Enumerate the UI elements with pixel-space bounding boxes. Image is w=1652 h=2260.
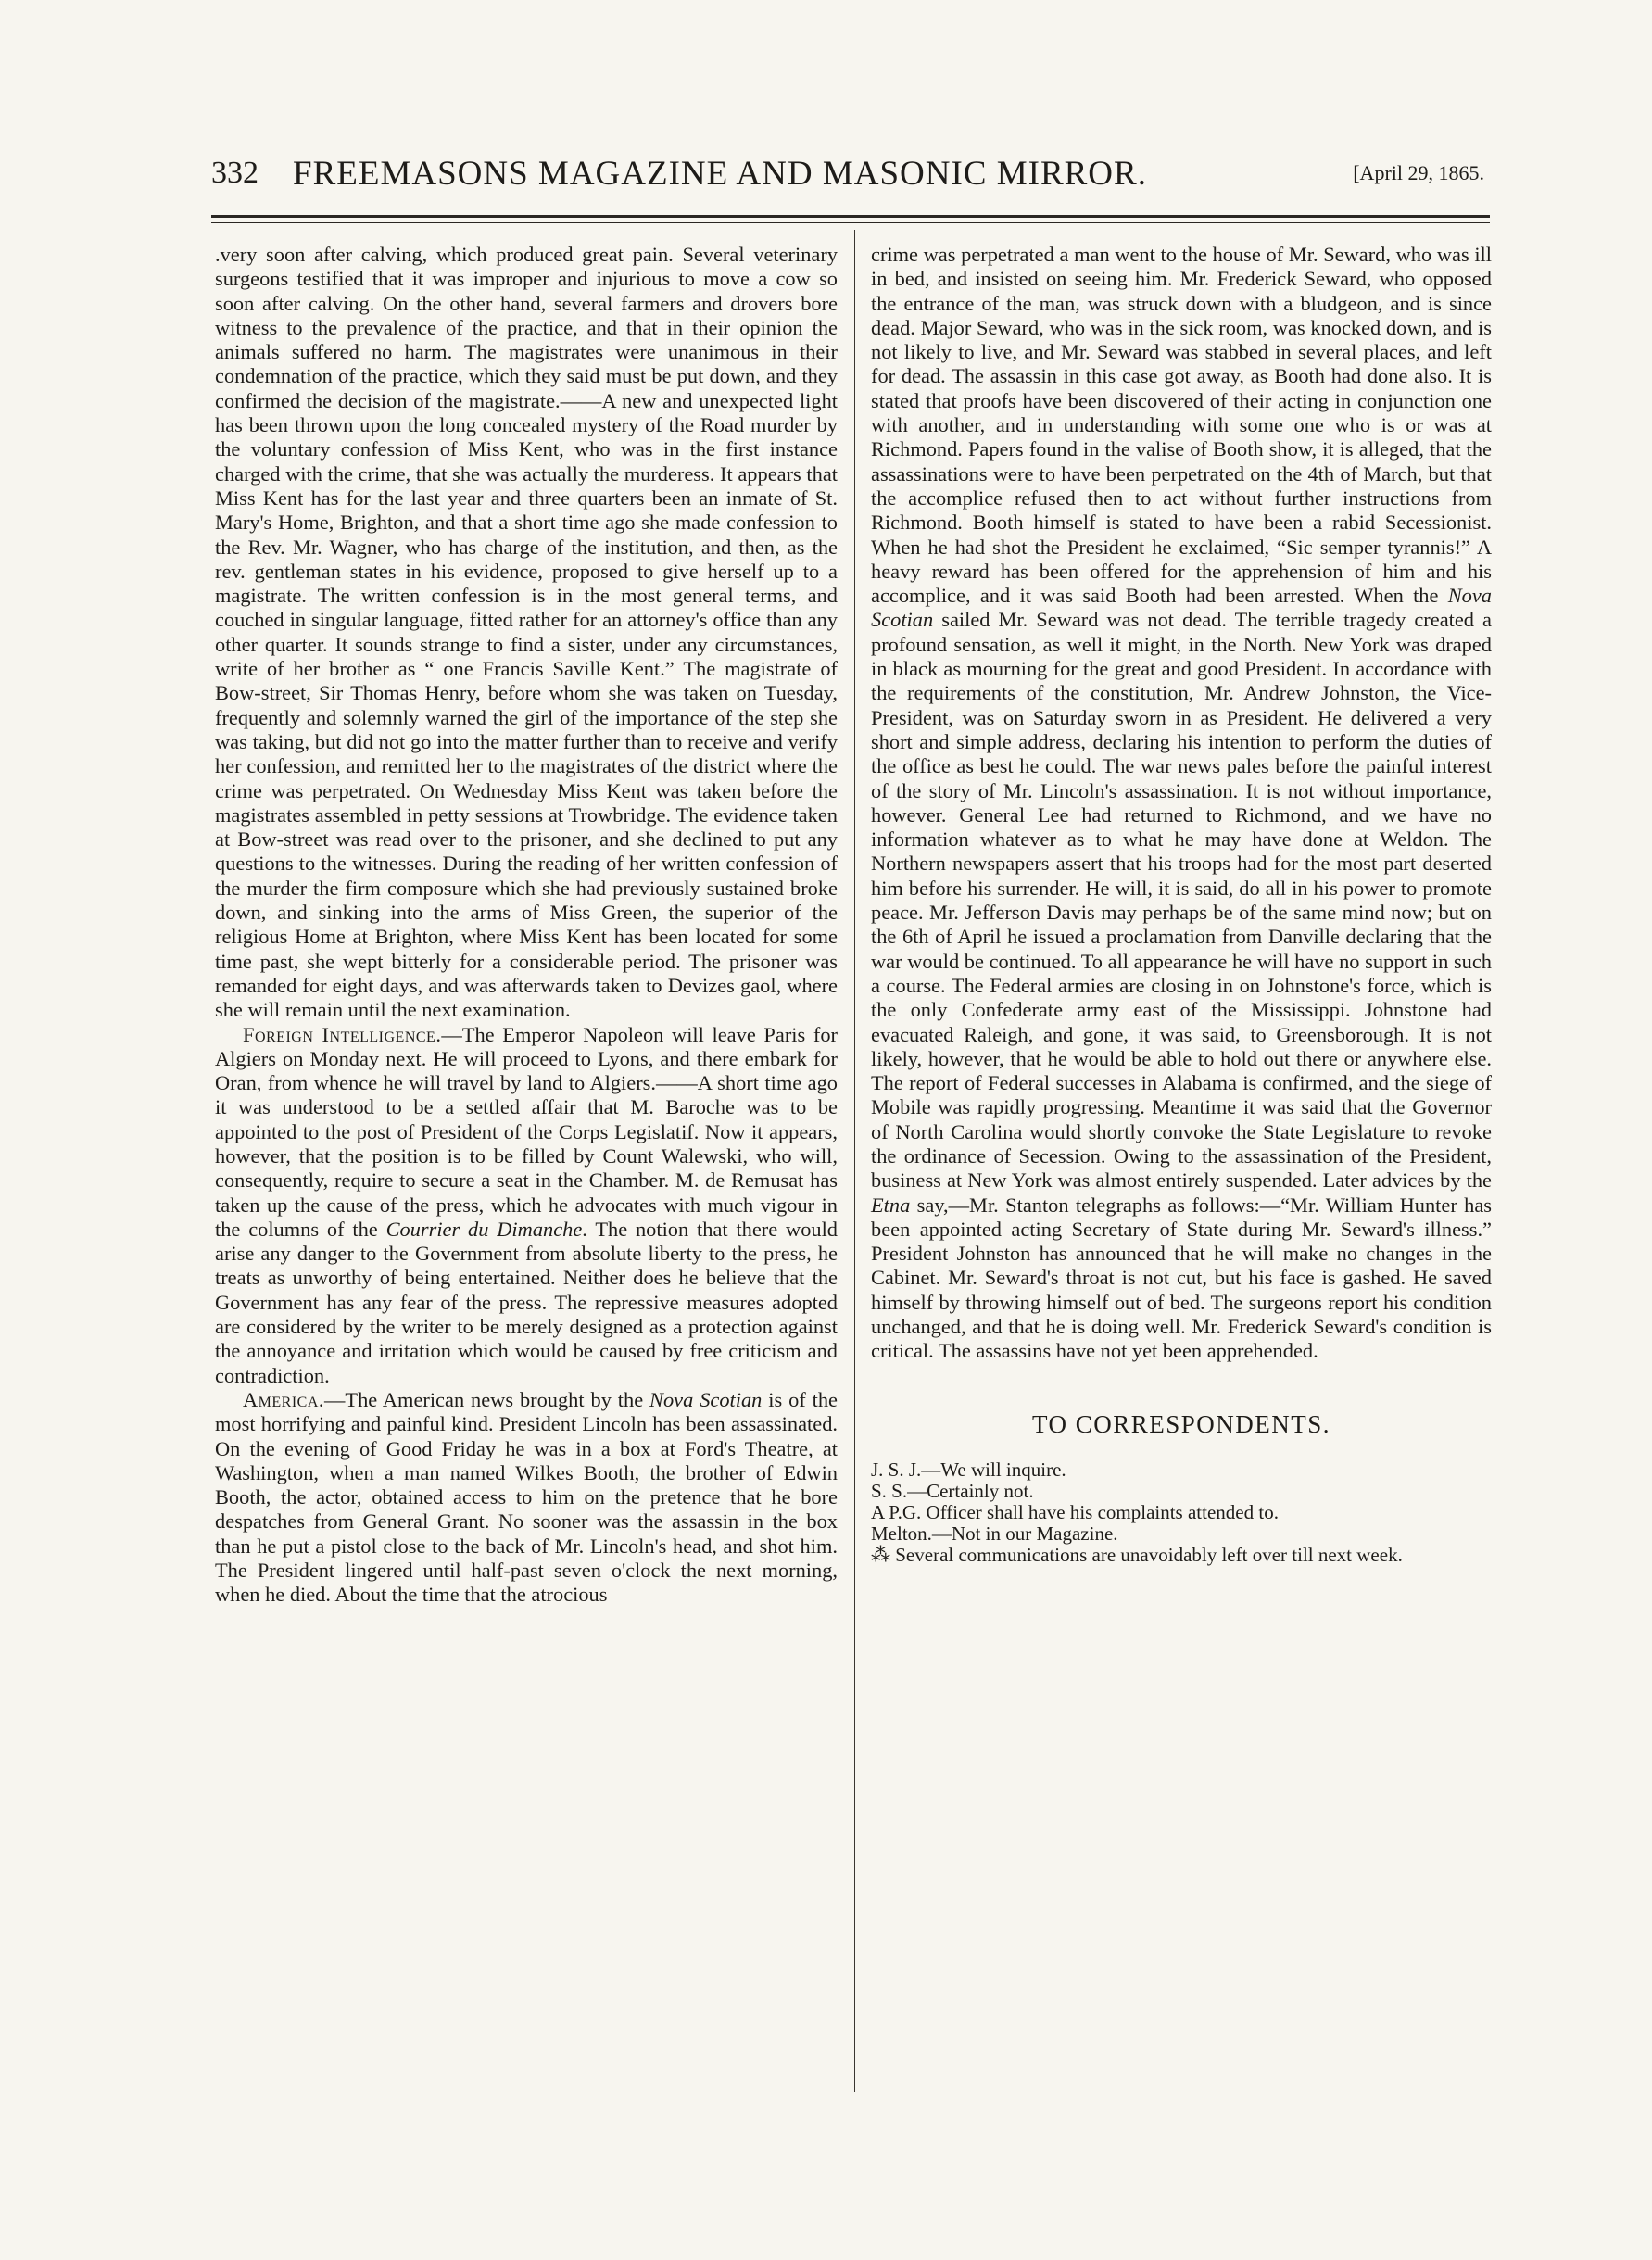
- header-rule-thin: [211, 222, 1490, 223]
- section-heading-foreign: Foreign Intelligence.: [243, 1022, 442, 1046]
- left-column: [215, 243, 838, 1608]
- correspondent-note: J. S. J.—We will inquire.: [871, 1458, 1066, 1481]
- article-paragraph-america-continued: [871, 243, 1492, 1364]
- ship-name-nova-scotian-2: Nova Scotian: [871, 584, 1492, 632]
- article-paragraph-road-murder: .very soon after calving, which produced great pain. Several veterinary surgeons testified that it was improper and injurious to move a cow so soon after calving. On the other hand, several farmers and drovers bore witness to the prevalence of the practice, and that in their opinion the animals suffered no harm. The magistrates were unanimous in their condemnation of the practice, which they said must be put down, and they confirmed the decision of the magistrate.——A new and unexpected light has been thrown upon the long concealed mystery of the Road murder by the voluntary confession of Miss Kent, who was in the first instance charged with the crime, that she was actually the murderess. It appears that Miss Kent has for the last year and three quarters been an inmate of St. Mary's Home, Brighton, and that a short time ago she made confession to the Rev. Mr. Wagner, who has charge of the institution, and then, as the rev. gentleman states in his evidence, proposed to give herself up to a magistrate. The written confession is in the most general terms, and couched in singular language, fitted rather for an attorney's office than any other quarter. It sounds strange to find a sister, under any circumstances, write of her brother as “ one Francis Saville Kent.” The magistrate of Bow-street, Sir Thomas Henry, before whom she was taken on Tuesday, frequently and solemnly warned the girl of the importance of the step she was taking, but did not go into the matter further than to receive and verify her confession, and remitted her to the magistrates of the district where the crime was perpetrated. On Wednesday Miss Kent was taken before the magistrates assembled in petty sessions at Trowbridge. The evidence taken at Bow-street was read over to the prisoner, and she declined to put any questions to the witnesses. During the reading of her written confession of the murder the firm composure which she had previously sustained broke down, and sinking into the arms of Miss Green, the superior of the religious Home at Brighton, where Miss Kent has been located for some time past, she wept bitterly for a considerable period. The prisoner was remanded for eight days, and was afterwards taken to Devizes gaol, where she will remain until the next examination.: [215, 243, 838, 1022]
- america-cont-a: crime was perpetrated a man went to the house of Mr. Seward, who was ill in bed, and insisted on seeing him. Mr. Frederick Seward, who opposed the entrance of the man, was struck down with a bludgeon, and is since dead. Major Seward, who was in the sick room, was knocked down, and is not likely to live, and Mr. Seward was stabbed in several places, and left for dead. The assassin in this case got away, as Booth had done also. It is stated that proofs have been discovered of their acting in conjunction one with another, and in understanding with some one who is or was at Richmond. Papers found in the valise of Booth show, it is alleged, that the assassinations were to have been perpetrated on the 4th of March, but that the accomplice refused then to act without further instructions from Richmond. Booth himself is stated to have been a rabid Secessionist. When he had shot the President he exclaimed, “Sic semper tyrannis!” A heavy reward has been offered for the apprehension of him and his accomplice, and it was said Booth had been arrested. When the: [871, 243, 1492, 608]
- column-divider: [854, 230, 855, 2092]
- foreign-text-a: —The Emperor Napoleon will leave Paris for Algiers on Monday next. He will proceed to Lyons, and there embark for Oran, from whence he will travel by land to Algiers.——A short time ago it was understood to be a settled affair that M. Baroche was to be appointed to the post of President of the Corps Legislatif. Now it appears, however, that the position is to be filled by Count Walewski, who will, consequently, require to secure a seat in the Chamber. M. de Remusat has taken up the cause of the press, which he advocates with much vigour in the columns of the: [215, 1022, 838, 1241]
- page-number: 332: [211, 156, 259, 190]
- article-paragraph-foreign: [215, 1023, 838, 1388]
- newspaper-name-courrier: Courrier du Dimanche: [385, 1217, 583, 1241]
- section-heading-america: America.: [243, 1387, 324, 1411]
- correspondents-title: TO CORRESPONDENTS.: [1031, 1409, 1331, 1438]
- america-text-b: is of the most horrifying and painful kind. President Lincoln has been assassinated. On the evening of Good Friday he was in a box at Ford's Theatre, at Washington, when a man named Wilkes Booth, the brother of Edwin Booth, the actor, obtained access to him on the pretence that he bore despatches from General Grant. No sooner was the assassin in the box than he put a pistol close to the back of Mr. Lincoln's head, and shot him. The President lingered until half-past seven o'clock the next morning, when he died. About the time that the atrocious: [215, 1387, 838, 1607]
- america-cont-c: say,—Mr. Stanton telegraphs as follows:—“Mr. William Hunter has been appointed acting Secretary of State during Mr. Seward's illness.” President Johnston has announced that he will make no changes in the Cabinet. Mr. Seward's throat is not cut, but his face is gashed. He saved himself by throwing himself out of bed. The surgeons report his condition unchanged, and that he is doing well. Mr. Frederick Seward's condition is critical. The assassins have not yet been apprehended.: [871, 1193, 1492, 1363]
- issue-date: [April 29, 1865.: [1353, 161, 1484, 184]
- masthead-title: FREEMASONS MAGAZINE AND MASONIC MIRROR.: [293, 155, 1147, 193]
- correspondent-note: Melton.—Not in our Magazine.: [871, 1521, 1118, 1545]
- correspondent-note: A P.G. Officer shall have his complaints attended to.: [871, 1500, 1279, 1523]
- article-paragraph-america: [215, 1388, 838, 1608]
- america-cont-b: sailed Mr. Seward was not dead. The terrible tragedy created a profound sensation, as well it might, in the North. New York was draped in black as mourning for the great and good President. In accordance with the requirements of the constitution, Mr. Andrew Johnston, the Vice-President, was on Saturday sworn in as President. He delivered a very short and simple address, declaring his intention to perform the duties of the office as best he could. The war news pales before the painful interest of the story of Mr. Lincoln's assassination. It is not without importance, however. General Lee had returned to Richmond, and we have no information whatever as to what he may have done at Weldon. The Northern newspapers assert that his troops had for the most part deserted him before his surrender. He will, it is said, do all in his power to promote peace. Mr. Jefferson Davis may perhaps be of the same mind now; but on the 6th of April he issued a proclamation from Danville declaring that the war would be continued. To all appearance he will have no support in such a course. The Federal armies are closing in on Johnstone's force, which is the only Confederate army east of the Mississippi. Johnstone had evacuated Raleigh, and gone, it was said, to Greensborough. It is not likely, however, that he would be able to hold out there or anywhere else. The report of Federal successes in Alabama is confirmed, and the siege of Mobile was rapidly progressing. Meantime it was said that the Governor of North Carolina would shortly convoke the State Legislature to revoke the ordinance of Secession. Owing to the assassination of the President, business at New York was almost entirely suspended. Later advices by the: [871, 608, 1492, 1193]
- right-column: [871, 243, 1492, 1566]
- header-rule-thick: [211, 215, 1490, 218]
- foreign-text-b: . The notion that there would arise any danger to the Government from absolute liberty to the press, he treats as unworthy of being entertained. Neither does he believe that the Government has any fear of the press. The repressive measures adopted are considered by the writer to be merely designed as a protection against the annoyance and irritation which would be caused by free criticism and contradiction.: [215, 1217, 838, 1387]
- ship-name-nova-scotian: Nova Scotian: [649, 1387, 763, 1411]
- page-header: [211, 150, 1499, 206]
- america-text-a: —The American news brought by the: [324, 1387, 650, 1411]
- ship-name-etna: Etna: [871, 1193, 911, 1217]
- correspondent-note: ⁂ Several communications are unavoidably left over till next week.: [871, 1543, 1403, 1566]
- correspondent-note: S. S.—Certainly not.: [871, 1479, 1034, 1502]
- correspondents-list: [871, 1459, 1492, 1566]
